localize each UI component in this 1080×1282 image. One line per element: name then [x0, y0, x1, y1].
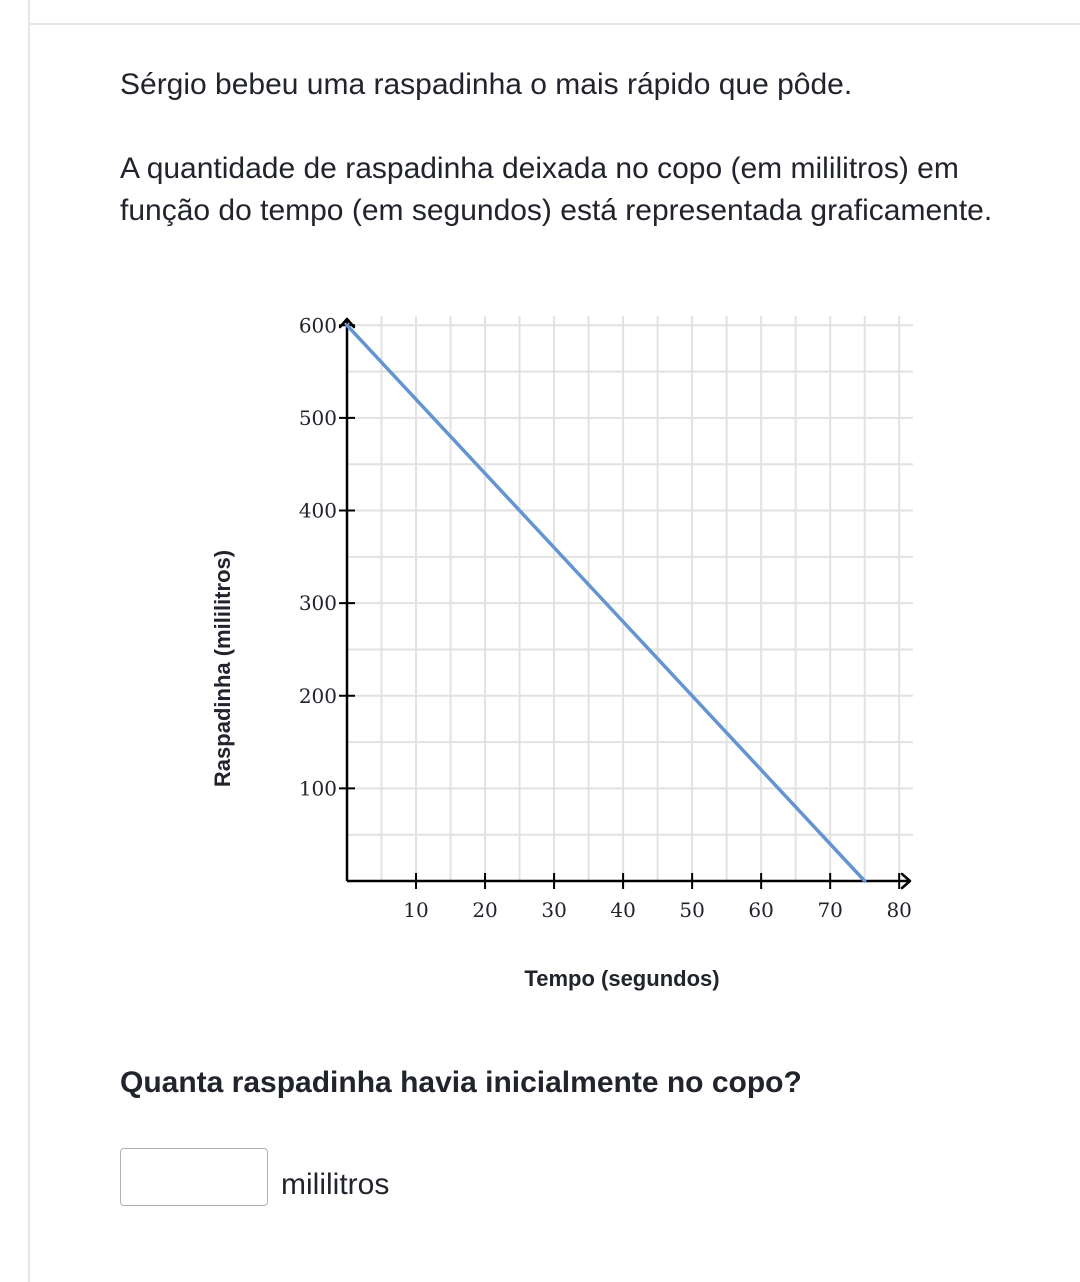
- x-tick-label: 80: [886, 898, 912, 922]
- y-tick-label: 100: [298, 776, 337, 801]
- x-tick-label: 60: [748, 898, 774, 922]
- axis-ticks: [339, 325, 899, 889]
- x-tick-label: 10: [403, 898, 429, 922]
- x-tick-label: 70: [817, 898, 843, 922]
- y-tick-label: 500: [298, 405, 337, 430]
- x-tick-label: 30: [541, 898, 567, 922]
- y-tick-label: 200: [298, 683, 337, 708]
- left-divider: [28, 0, 30, 1282]
- x-tick-label: 50: [679, 898, 705, 922]
- graph: [200, 300, 940, 1000]
- line-chart: [200, 300, 940, 1000]
- x-tick-label: 20: [472, 898, 498, 922]
- x-axis-title: Tempo (segundos): [524, 966, 720, 991]
- y-tick-label: 600: [298, 313, 337, 338]
- problem-statement: A quantidade de raspadinha deixada no copo (em mililitros) em função do tempo (em segundos) está representada graficamente.: [120, 152, 993, 227]
- question-text: Quanta raspadinha havia inicialmente no copo?: [120, 1066, 802, 1099]
- top-divider: [28, 23, 1080, 25]
- x-tick-label: 40: [610, 898, 636, 922]
- grid-lines: [347, 316, 913, 881]
- answer-unit: mililitros: [281, 1168, 390, 1201]
- problem-intro: Sérgio bebeu uma raspadinha o mais rápido que pôde.: [120, 68, 853, 101]
- answer-input[interactable]: [120, 1148, 268, 1206]
- y-tick-label: 300: [298, 591, 337, 616]
- y-axis-title: Raspadinha (mililitros): [210, 549, 235, 788]
- y-tick-label: 400: [298, 498, 337, 523]
